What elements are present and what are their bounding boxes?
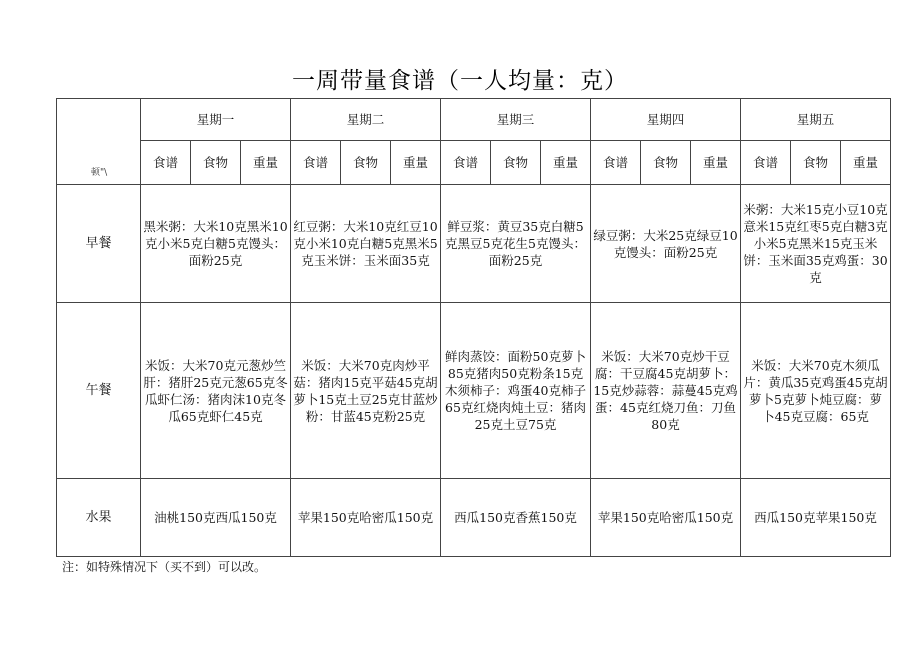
sub-header-recipe: 食谱 — [141, 141, 191, 185]
menu-cell: 苹果150克哈密瓜150克 — [291, 479, 441, 557]
menu-cell: 米饭：大米70克元葱炒竺肝：猪肝25克元葱65克冬瓜虾仁汤：猪肉沫10克冬瓜65克虾仁45克 — [141, 303, 291, 479]
sub-header-weight: 重量 — [241, 141, 291, 185]
sub-header-food: 食物 — [191, 141, 241, 185]
day-header: 星期五 — [741, 99, 891, 141]
meal-label: 午餐 — [57, 303, 141, 479]
menu-cell: 鲜肉蒸饺：面粉50克萝卜85克猪肉50克粉条15克木须柿子：鸡蛋40克柿子65克红烧肉炖土豆：猪肉25克土豆75克 — [441, 303, 591, 479]
menu-cell: 苹果150克哈密瓜150克 — [591, 479, 741, 557]
sub-header-weight: 重量 — [841, 141, 891, 185]
sub-header-recipe: 食谱 — [741, 141, 791, 185]
sub-header-food: 食物 — [491, 141, 541, 185]
table-row-lunch — [57, 303, 891, 479]
sub-header-food: 食物 — [641, 141, 691, 185]
day-header: 星期二 — [291, 99, 441, 141]
day-header: 星期一 — [141, 99, 291, 141]
menu-cell: 黑米粥：大米10克黑米10克小米5克白糖5克馒头：面粉25克 — [141, 185, 291, 303]
day-header: 星期四 — [591, 99, 741, 141]
table-row-fruit — [57, 479, 891, 557]
sub-header-weight: 重量 — [541, 141, 591, 185]
sub-header-weight: 重量 — [691, 141, 741, 185]
menu-cell: 米粥：大米15克小豆10克意米15克红枣5克白糖3克小米5克黑米15克玉米饼：玉米面35克鸡蛋：30克 — [741, 185, 891, 303]
day-header: 星期三 — [441, 99, 591, 141]
sub-header-food: 食物 — [791, 141, 841, 185]
menu-cell: 油桃150克西瓜150克 — [141, 479, 291, 557]
menu-cell: 米饭：大米70克木须瓜片：黄瓜35克鸡蛋45克胡萝卜5克萝卜炖豆腐：萝卜45克豆腐：65克 — [741, 303, 891, 479]
sub-header-food: 食物 — [341, 141, 391, 185]
page-title: 一周带量食谱（一人均量：克） — [292, 68, 628, 94]
sub-header-recipe: 食谱 — [291, 141, 341, 185]
menu-cell: 红豆粥：大米10克红豆10克小米10克白糖5克黑米5克玉米饼：玉米面35克 — [291, 185, 441, 303]
meal-label: 水果 — [57, 479, 141, 557]
menu-cell: 米饭：大米70克炒干豆腐：干豆腐45克胡萝卜：15克炒蒜蓉：蒜蔓45克鸡蛋：45克红烧刀鱼：刀鱼80克 — [591, 303, 741, 479]
menu-cell: 米饭：大米70克肉炒平菇：猪肉15克平菇45克胡萝卜15克土豆25克甘蓝炒粉：甘蓝45克粉25克 — [291, 303, 441, 479]
sub-header-recipe: 食谱 — [441, 141, 491, 185]
menu-cell: 鲜豆浆：黄豆35克白糖5克黑豆5克花生5克馒头：面粉25克 — [441, 185, 591, 303]
menu-cell: 绿豆粥：大米25克绿豆10克馒头：面粉25克 — [591, 185, 741, 303]
table-row-breakfast — [57, 185, 891, 303]
footnote: 注：如特殊情况下（买不到）可以改。 — [62, 560, 267, 574]
corner-cell: 顿"\ — [57, 99, 141, 185]
meal-label: 早餐 — [57, 185, 141, 303]
sub-header-recipe: 食谱 — [591, 141, 641, 185]
menu-cell: 西瓜150克苹果150克 — [741, 479, 891, 557]
menu-table — [56, 98, 891, 557]
sub-header-weight: 重量 — [391, 141, 441, 185]
menu-cell: 西瓜150克香蕉150克 — [441, 479, 591, 557]
